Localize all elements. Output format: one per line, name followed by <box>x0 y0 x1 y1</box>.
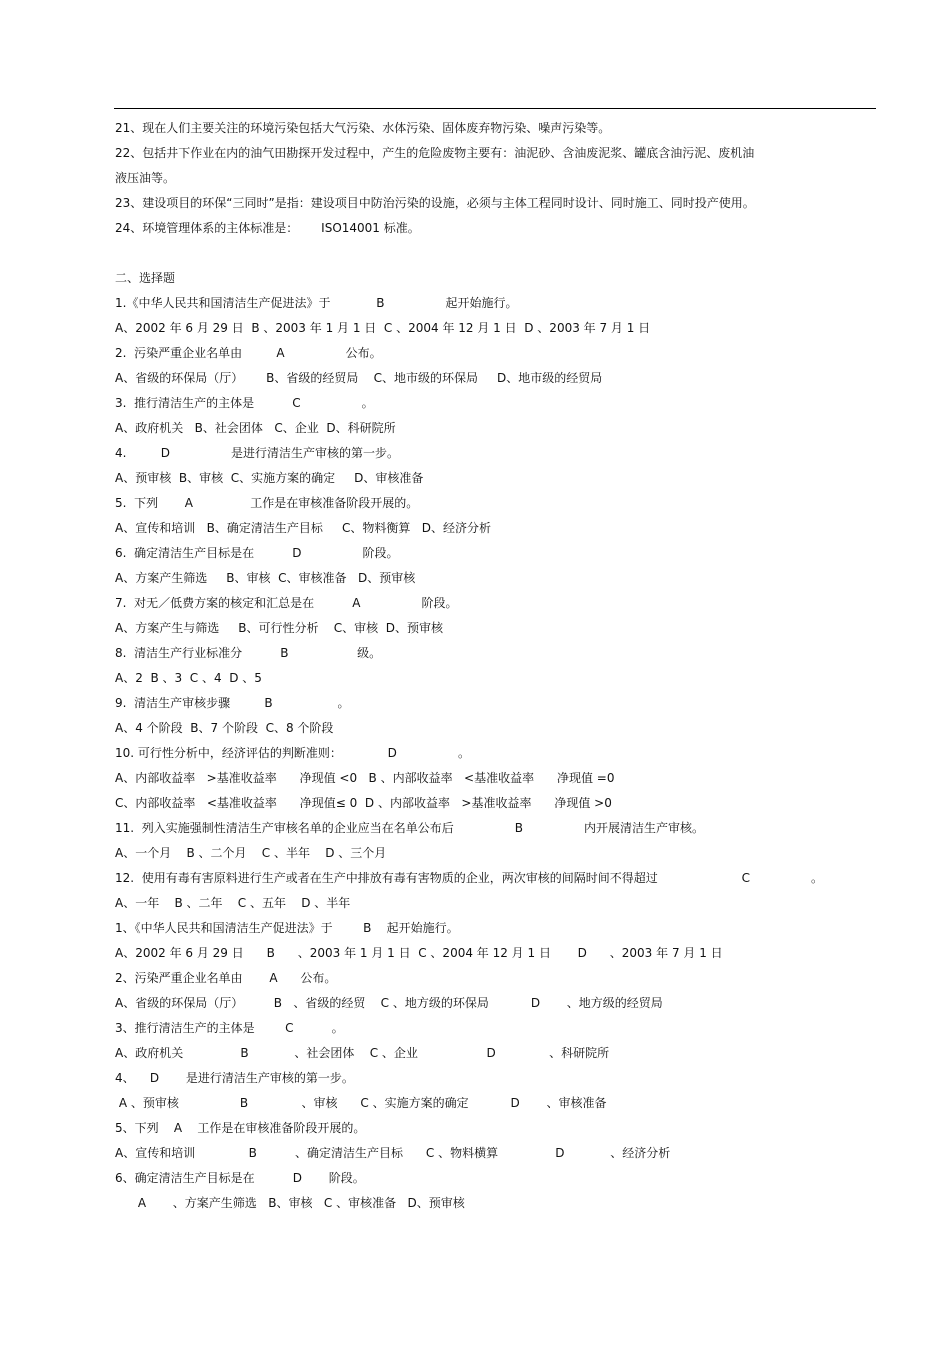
options-line: A、一个月 B 、二个月 C 、半年 D 、三个月 <box>115 846 387 860</box>
text-line: 22、包括井下作业在内的油气田勘探开发过程中，产生的危险废物主要有：油泥砂、含油废泥浆、罐底含油污泥、废机油 <box>115 146 755 160</box>
section-title: 二、选择题 <box>115 271 176 285</box>
text-line: 24、环境管理体系的主体标准是： ISO14001 标准。 <box>115 221 420 235</box>
options-line: A、宣传和培训 B 、确定清洁生产目标 C 、物料横算 D 、经济分析 <box>115 1146 671 1160</box>
options-line: A、2002 年 6 月 29 日 B 、2003 年 1 月 1 日 C 、2004 年 12 月 1 日 D 、2003 年 7 月 1 日 <box>115 946 723 960</box>
question-line: 5、下列 A 工作是在审核准备阶段开展的。 <box>115 1121 366 1135</box>
question-line: 3. 推行清洁生产的主体是 C 。 <box>115 396 374 410</box>
options-line: A 、方案产生筛选 B、审核 C 、审核准备 D、预审核 <box>115 1196 465 1210</box>
text-line: 21、现在人们主要关注的环境污染包括大气污染、水体污染、固体废弃物污染、噪声污染等。 <box>115 121 611 135</box>
question-line: 7. 对无／低费方案的核定和汇总是在 A 阶段。 <box>115 596 458 610</box>
options-line: A、方案产生与筛选 B、可行性分析 C、审核 D、预审核 <box>115 621 444 635</box>
question-line: 5. 下列 A 工作是在审核准备阶段开展的。 <box>115 496 419 510</box>
options-line: A、方案产生筛选 B、审核 C、审核准备 D、预审核 <box>115 571 416 585</box>
options-line: A、4 个阶段 B、7 个阶段 C、8 个阶段 <box>115 721 334 735</box>
options-line: A、省级的环保局（厅） B、省级的经贸局 C、地市级的环保局 D、地市级的经贸局 <box>115 371 603 385</box>
options-line: A、内部收益率 >基准收益率 净现值 <0 B 、内部收益率 <基准收益率 净现值 =0 <box>115 771 615 785</box>
question-line: 11. 列入实施强制性清洁生产审核名单的企业应当在名单公布后 B 内开展清洁生产审核。 <box>115 821 705 835</box>
question-line: 2. 污染严重企业名单由 A 公布。 <box>115 346 382 360</box>
options-line: A、2 B 、3 C 、4 D 、5 <box>115 671 262 685</box>
options-line: A、省级的环保局（厅） B 、省级的经贸 C 、地方级的环保局 D 、地方级的经贸局 <box>115 996 663 1010</box>
text-line: 23、建设项目的环保“三同时”是指：建设项目中防治污染的设施，必须与主体工程同时设计、同时施工、同时投产使用。 <box>115 196 755 210</box>
question-line: 6、确定清洁生产目标是在 D 阶段。 <box>115 1171 365 1185</box>
question-line: 12. 使用有毒有害原料进行生产或者在生产中排放有毒有害物质的企业，两次审核的间隔时间不得超过 C 。 <box>115 871 824 885</box>
question-line: 8. 清洁生产行业标准分 B 级。 <box>115 646 382 660</box>
options-line: A、一年 B 、二年 C 、五年 D 、半年 <box>115 896 351 910</box>
options-line: A、政府机关 B、社会团体 C、企业 D、科研院所 <box>115 421 396 435</box>
question-line: 4. D 是进行清洁生产审核的第一步。 <box>115 446 400 460</box>
options-line: A、宣传和培训 B、确定清洁生产目标 C、物料衡算 D、经济分析 <box>115 521 492 535</box>
question-line: 3、推行清洁生产的主体是 C 。 <box>115 1021 344 1035</box>
paragraph-gap <box>115 243 875 268</box>
header-rule <box>114 108 876 109</box>
options-line: A 、预审核 B 、审核 C 、实施方案的确定 D 、审核准备 <box>115 1096 607 1110</box>
options-line: C、内部收益率 <基准收益率 净现值≤ 0 D 、内部收益率 >基准收益率 净现值 >0 <box>115 796 612 810</box>
options-line: A、预审核 B、审核 C、实施方案的确定 D、审核准备 <box>115 471 424 485</box>
options-line: A、政府机关 B 、社会团体 C 、企业 D 、科研院所 <box>115 1046 610 1060</box>
text-line: 液压油等。 <box>115 171 176 185</box>
question-line: 1、《中华人民共和国清洁生产促进法》于 B 起开始施行。 <box>115 921 459 935</box>
question-line: 4、 D 是进行清洁生产审核的第一步。 <box>115 1071 354 1085</box>
question-line: 9. 清洁生产审核步骤 B 。 <box>115 696 350 710</box>
question-line: 6. 确定清洁生产目标是在 D 阶段。 <box>115 546 399 560</box>
question-line: 2、污染严重企业名单由 A 公布。 <box>115 971 337 985</box>
options-line: A、2002 年 6 月 29 日 B 、2003 年 1 月 1 日 C 、2004 年 12 月 1 日 D 、2003 年 7 月 1 日 <box>115 321 651 335</box>
document-content <box>115 118 875 1218</box>
question-line: 10. 可行性分析中，经济评估的判断准则： D 。 <box>115 746 470 760</box>
question-line: 1.《中华人民共和国清洁生产促进法》于 B 起开始施行。 <box>115 296 518 310</box>
